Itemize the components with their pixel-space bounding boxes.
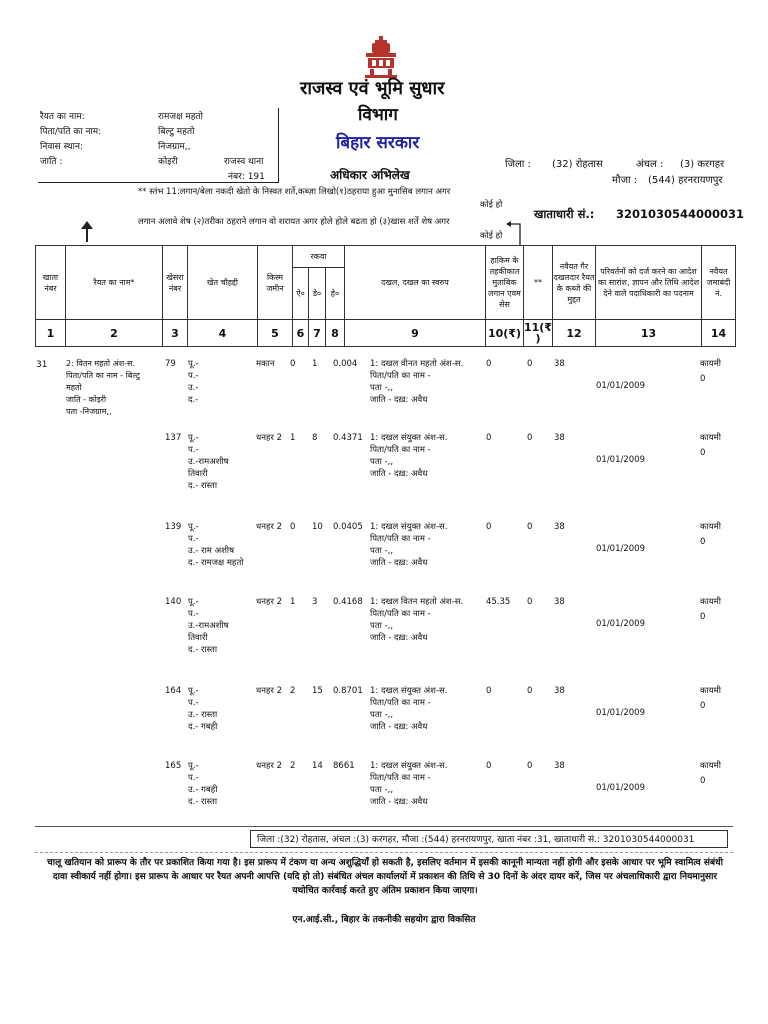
chauhaddi-line: पू.-: [188, 433, 199, 443]
dakhal-line: पता -,,: [370, 546, 394, 556]
header-parivartan: परिवर्तनों को दर्ज करने का आदेश का सारांश, ज्ञापन और तिथि आदेश देने वाले पदाधिकारी का पदनाम: [596, 246, 702, 320]
order-date: 01/01/2009: [596, 619, 645, 629]
kism-jamin: धनहर 2: [256, 522, 283, 532]
lagan-value: 0: [486, 761, 492, 771]
chauhaddi-line: उ.-: [188, 383, 199, 393]
mudat-value: 38: [554, 359, 565, 369]
dakhal-line: पिता/पति का नाम -: [370, 371, 431, 381]
col-number: 12: [553, 320, 596, 347]
mudat-value: 38: [554, 686, 565, 696]
rakwa-hectare: 0.4168: [333, 597, 363, 607]
header-jamabandi: नवैयत जमाबंदी नं.: [702, 246, 736, 320]
jamabandi-line: कायमी: [700, 522, 721, 532]
column11-note-line1: ** स्तंभ 11:लगान/बेला नकदी खेतो के निस्वत शर्ते,कब्ज़ा लिखो(१)ठहराया हुआ मुनासिब लगान अगर: [138, 187, 451, 197]
column11-note-line2b: कोई हो: [480, 231, 503, 241]
khesra-number: 165: [165, 761, 182, 771]
col-number: 5: [258, 320, 293, 347]
dakhal-line: पता -,,: [370, 383, 394, 393]
rakwa-acre: 2: [290, 686, 296, 696]
dakhal-line: जाति - दख़: अवैध: [370, 469, 428, 479]
raiyat-line: 2: वितन महतो अंश-स.: [66, 359, 135, 368]
mudat-value: 38: [554, 433, 565, 443]
jamabandi-line: 0: [700, 701, 706, 711]
residence-value: निजग्राम,,: [158, 142, 191, 152]
column11-value: 0: [527, 761, 533, 771]
dakhal-line: 1: दखल वीनत महतो अंश-स.: [370, 359, 464, 369]
header-hectare: हे०: [326, 268, 345, 320]
district-label: जिला :: [505, 159, 531, 170]
caste-label: जाति :: [40, 157, 63, 167]
father-name-value: बिल्टु महतो: [158, 127, 195, 137]
col-number: 4: [188, 320, 258, 347]
jamabandi-line: कायमी: [700, 433, 721, 443]
rakwa-acre: 0: [290, 359, 296, 369]
rakwa-hectare: 0.0405: [333, 522, 363, 532]
jamabandi-line: कायमी: [700, 761, 721, 771]
chauhaddi-line: उ.- गबही: [188, 785, 218, 795]
dakhal-line: पता -,,: [370, 621, 394, 631]
kism-jamin: धनहर 2: [256, 761, 283, 771]
col-number: 2: [66, 320, 163, 347]
header-column11: **: [524, 246, 553, 320]
jamabandi-line: 0: [700, 448, 706, 458]
rakwa-acre: 1: [290, 433, 296, 443]
header-khesra-number: खेसरा नंबर: [163, 246, 188, 320]
revenue-thana-number: नंबर: 191: [228, 172, 265, 182]
khatadhari-label: खाताधारी सं.:: [534, 207, 595, 221]
footer-divider: [35, 826, 733, 827]
column11-value: 0: [527, 686, 533, 696]
footer-summary: जिला :(32) रोहतास, अंचल :(3) करगहर, मौजा :(544) हरनरायणपुर, खाता नंबर :31, खाताधारी सं.: 3201030544000031: [250, 830, 728, 848]
dakhal-line: 1: दखल संयुक्त अंश-स.: [370, 686, 448, 696]
footer-dashed-divider: [35, 852, 733, 853]
lagan-value: 0: [486, 686, 492, 696]
col-number: 10(₹): [486, 320, 524, 347]
col-number: 6: [293, 320, 309, 347]
nic-credit: एन.आई.सी., बिहार के तकनीकी सहयोग द्वारा विकसित: [292, 915, 476, 925]
dakhal-line: पिता/पति का नाम -: [370, 773, 431, 783]
lagan-value: 45.35: [486, 597, 511, 607]
rakwa-acre: 0: [290, 522, 296, 532]
jamabandi-line: 0: [700, 374, 706, 384]
column11-value: 0: [527, 433, 533, 443]
department-title: राजस्व एवं भूमि सुधार: [300, 78, 445, 99]
dakhal-line: पिता/पति का नाम -: [370, 609, 431, 619]
mudat-value: 38: [554, 761, 565, 771]
khesra-number: 164: [165, 686, 182, 696]
khesra-number: 140: [165, 597, 182, 607]
chauhaddi-line: द.- रास्ता: [188, 481, 218, 491]
district-value: (32) रोहतास: [552, 159, 603, 170]
chauhaddi-line: पू.-: [188, 686, 199, 696]
rakwa-decimal: 1: [312, 359, 318, 369]
header-khata-number: खाता नंबर: [36, 246, 66, 320]
col-number: 7: [309, 320, 326, 347]
raiyat-name-value: रामजक्ष महतो: [158, 112, 204, 122]
chauhaddi-line: द.- रास्ता: [188, 797, 218, 807]
dakhal-line: जाति - दख़: अवैध: [370, 558, 428, 568]
dakhal-line: पता -,,: [370, 785, 394, 795]
dakhal-line: पता -,,: [370, 710, 394, 720]
khesra-number: 139: [165, 522, 182, 532]
chauhaddi-line: द.- रामजक्ष महतो: [188, 558, 244, 568]
land-record-table: [35, 245, 736, 347]
kism-jamin: धनहर 2: [256, 597, 283, 607]
lagan-value: 0: [486, 433, 492, 443]
column11-value: 0: [527, 359, 533, 369]
jamabandi-line: कायमी: [700, 597, 721, 607]
chauhaddi-line: उ.- राम अशीष: [188, 546, 234, 556]
header-decimal: डे०: [309, 268, 326, 320]
mudat-value: 38: [554, 597, 565, 607]
rakwa-acre: 1: [290, 597, 296, 607]
rakwa-decimal: 10: [312, 522, 323, 532]
raiyat-line: जाति - कोइरी: [66, 395, 107, 404]
chauhaddi-line: द.- गबही: [188, 722, 218, 732]
chauhaddi-line: प.-: [188, 534, 199, 544]
raiyat-info-box: [38, 108, 279, 183]
header-kism-jamin: किस्म जमीन: [258, 246, 293, 320]
order-date: 01/01/2009: [596, 455, 645, 465]
mudat-value: 38: [554, 522, 565, 532]
dakhal-line: 1: दखल वितन महतो अंश-स.: [370, 597, 464, 607]
chauhaddi-line: द.- रास्ता: [188, 645, 218, 655]
chauhaddi-line: तिवारी: [188, 633, 208, 643]
chauhaddi-line: पू.-: [188, 761, 199, 771]
raiyat-name-label: रैयत का नाम:: [40, 112, 85, 122]
chauhaddi-line: उ.-रामअशीष: [188, 457, 229, 467]
kism-jamin: धनहर 2: [256, 433, 283, 443]
draft-disclaimer: चालू खतियान को प्रारूप के तौर पर प्रकाशित किया गया है। इस प्रारूप में टंकण या अन्य अशुद्धियाँ हो सकती है, इसलिए वर्तमान में इसकी कानूनी मान्यता नहीं होगी और इसके आधार पर भूमि स्वामित्व संबंधी दावा स्वीकार्य नहीं होगा। इस प्रारूप के आधार पर रैयत अपनी आपत्ति (यदि हो तो) संबंधित अंचल कार्यालयों में प्रकाशन की तिथि से 30 दिनों के अंदर दायर करें, जिस पर अंचलाधिकारी द्वारा नियमानुसार यथोचित कार्रवाई करते हुए अंतिम प्रकाशन किया जाएगा।: [47, 858, 723, 896]
jamabandi-line: 0: [700, 776, 706, 786]
col-number: 3: [163, 320, 188, 347]
rakwa-hectare: 8661: [333, 761, 355, 771]
chauhaddi-line: प.-: [188, 773, 199, 783]
chauhaddi-line: तिवारी: [188, 469, 208, 479]
kism-jamin: धनहर 2: [256, 686, 283, 696]
up-arrow-icon: [80, 220, 94, 248]
header-dakhal: दखल, दखल का स्वरुप: [345, 246, 486, 320]
order-date: 01/01/2009: [596, 708, 645, 718]
header-navaiyat-gair: नवैयत गैर दखलदार रैयत के कब्जे की मुद्दत: [553, 246, 596, 320]
dakhal-line: पिता/पति का नाम -: [370, 445, 431, 455]
raiyat-line: पता -निजग्राम,,: [66, 407, 112, 416]
rakwa-decimal: 8: [312, 433, 318, 443]
header-acre: ऐ०: [293, 268, 309, 320]
col-number: 8: [326, 320, 345, 347]
chauhaddi-line: उ.-रामअशीष: [188, 621, 229, 631]
jamabandi-line: 0: [700, 537, 706, 547]
rakwa-decimal: 3: [312, 597, 318, 607]
col-number: 1: [36, 320, 66, 347]
rakwa-decimal: 14: [312, 761, 323, 771]
khesra-number: 137: [165, 433, 182, 443]
father-name-label: पिता/पति का नाम:: [40, 127, 102, 137]
department-title-line2: विभाग: [358, 105, 398, 125]
dakhal-line: पिता/पति का नाम -: [370, 698, 431, 708]
mauja-label: मौजा :: [612, 175, 638, 186]
rakwa-hectare: 0.4371: [333, 433, 363, 443]
lagan-value: 0: [486, 359, 492, 369]
chauhaddi-line: प.-: [188, 698, 199, 708]
dakhal-line: जाति - दख़: अवैध: [370, 722, 428, 732]
dakhal-line: 1: दखल संयुक्त अंश-स.: [370, 761, 448, 771]
caste-value: कोइरी: [158, 157, 178, 167]
chauhaddi-line: द.-: [188, 395, 199, 405]
chauhaddi-line: प.-: [188, 609, 199, 619]
order-date: 01/01/2009: [596, 381, 645, 391]
column11-value: 0: [527, 597, 533, 607]
raiyat-name-cell: [66, 358, 140, 418]
dakhal-line: 1: दखल संयुक्त अंश-स.: [370, 522, 448, 532]
anchal-label: अंचल :: [636, 159, 664, 170]
header-rakwa: रकवा: [293, 246, 345, 268]
chauhaddi-line: प.-: [188, 371, 199, 381]
jamabandi-line: कायमी: [700, 686, 721, 696]
col-number: 13: [596, 320, 702, 347]
raiyat-line: पिता/पति का नाम - बिल्टु: [66, 371, 140, 380]
dakhal-line: पता -,,: [370, 457, 394, 467]
mauja-value: (544) हरनरायणपुर: [648, 175, 723, 186]
chauhaddi-line: पू.-: [188, 359, 199, 369]
revenue-thana-label: राजस्व थाना: [224, 157, 264, 167]
rakwa-acre: 2: [290, 761, 296, 771]
record-title: अधिकार अभिलेख: [330, 168, 410, 182]
dakhal-line: जाति - दख़: अवैध: [370, 633, 428, 643]
dakhal-line: जाति - दख़: अवैध: [370, 797, 428, 807]
rakwa-decimal: 15: [312, 686, 323, 696]
dakhal-line: पिता/पति का नाम -: [370, 534, 431, 544]
dakhal-line: 1: दखल संयुक्त अंश-स.: [370, 433, 448, 443]
col-number: 14: [702, 320, 736, 347]
raiyat-line: महतो: [66, 383, 82, 392]
col-number: 9: [345, 320, 486, 347]
col-number: 11(₹ ): [524, 321, 552, 345]
dakhal-line: जाति - दख़: अवैध: [370, 395, 428, 405]
header-lagan: हाकिम के तहकीकात मुताबिक लगान एवम सेस: [486, 246, 524, 320]
rakwa-hectare: 0.004: [333, 359, 358, 369]
jamabandi-line: कायमी: [700, 359, 721, 369]
order-date: 01/01/2009: [596, 544, 645, 554]
anchal-value: (3) करगहर: [680, 159, 725, 170]
chauhaddi-line: पू.-: [188, 597, 199, 607]
khesra-number: 79: [165, 359, 176, 369]
header-raiyat-name: रैयत का नाम*: [66, 246, 163, 320]
header-chauhaddi: खेत चौहद्दी: [188, 246, 258, 320]
rakwa-hectare: 0.8701: [333, 686, 363, 696]
chauhaddi-line: उ.- रास्ता: [188, 710, 218, 720]
kism-jamin: मकान: [256, 359, 275, 369]
jamabandi-line: 0: [700, 612, 706, 622]
chauhaddi-line: पू.-: [188, 522, 199, 532]
chauhaddi-line: प.-: [188, 445, 199, 455]
khata-number: 31: [36, 360, 48, 370]
column-number-row: [36, 320, 736, 347]
column11-note-line1b: कोई हो: [480, 200, 503, 210]
khatadhari-value: 3201030544000031: [616, 207, 745, 221]
column11-value: 0: [527, 522, 533, 532]
order-date: 01/01/2009: [596, 783, 645, 793]
residence-label: निवास स्थान:: [40, 142, 84, 152]
column11-note-line2: लगान अलावे शेष (२)तरीका ठहराने लगान वो शरायत अगर होले होले बढता हो (३)खास शर्ते शेष अगर: [138, 217, 450, 227]
lagan-value: 0: [486, 522, 492, 532]
bihar-emblem-icon: [362, 34, 400, 80]
government-name: बिहार सरकार: [336, 133, 420, 153]
